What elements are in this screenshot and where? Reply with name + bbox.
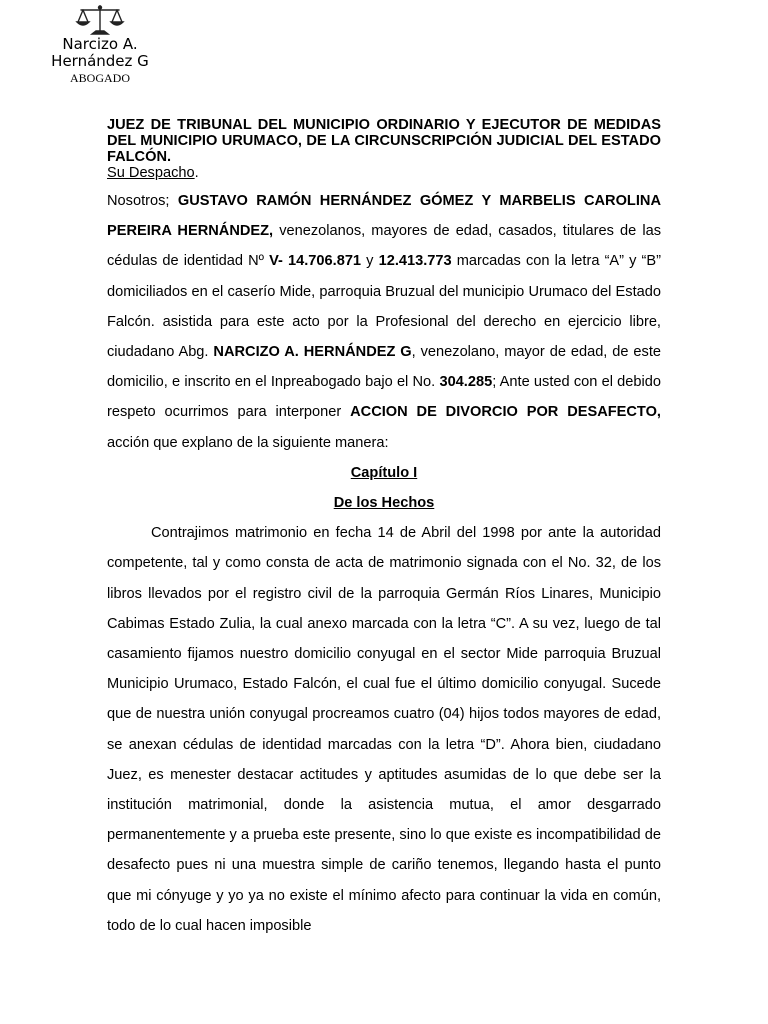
intro-paragraph [107, 186, 661, 458]
chapter-subtitle: De los Hechos [333, 495, 435, 512]
petitioners-names: GUSTAVO RAMÓN HERNÁNDEZ GÓMEZ Y MARBELIS CAROLINA PEREIRA HERNÁNDEZ, [107, 193, 661, 240]
inpreabogado-number: 304.285 [439, 374, 493, 391]
action-type: ACCION DE DIVORCIO POR DESAFECTO, [350, 404, 661, 421]
intro-text-5: , venezolano, mayor de edad, de este domicilio, e inscrito en el Inpreabogado bajo el No. [107, 344, 662, 391]
intro-text-6: ; Ante usted con el debido respeto ocurrimos para interponer [107, 374, 661, 421]
intro-text-3: y [361, 253, 379, 270]
intro-text-7: acción que explano de la siguiente manera: [107, 434, 389, 451]
id-number-1: V- 14.706.871 [269, 253, 362, 270]
id-number-2: 12.413.773 [378, 253, 452, 270]
scales-of-justice-icon [75, 4, 125, 36]
intro-text-4: marcadas con la letra “A” y “B” domiciliados en el caserío Mide, parroquia Bruzual del municipio Urumaco del Estado Falcón. asistida para este acto por la Profesional del derecho en ejercicio libre, ciudadano Abg. [107, 253, 662, 361]
intro-text-2: venezolanos, mayores de edad, casados, titulares de las cédulas de identidad Nº [107, 223, 661, 270]
court-heading: JUEZ DE TRIBUNAL DEL MUNICIPIO ORDINARIO Y EJECUTOR DE MEDIDAS DEL MUNICIPIO URUMACO, DE LA CIRCUNSCRIPCIÓN JUDICIAL DEL ESTADO FALCÓN. [107, 117, 661, 165]
salutation [107, 165, 661, 181]
letterhead [40, 4, 160, 85]
intro-text-1: Nosotros; [107, 193, 178, 209]
salutation-period: . [194, 165, 199, 181]
facts-paragraph: Contrajimos matrimonio en fecha 14 de Abril del 1998 por ante la autoridad competente, tal y como consta de acta de matrimonio signada con el No. 32, de los libros llevados por el registro civil de la parroquia Germán Ríos Linares, Municipio Cabimas Estado Zulia, la cual anexo marcada con la letra “C”. A su vez, luego de tal casamiento fijamos nuestro domicilio conyugal en el sector Mide parroquia Bruzual Municipio Urumaco, Estado Falcón, el cual fue el último domicilio conyugal. Sucede que de nuestra unión conyugal procreamos cuatro (04) hijos todos mayores de edad, se anexan cédulas de identidad marcadas con la letra “D”. Ahora bien, ciudadano Juez, es menester destacar actitudes y aptitudes asumidas de lo que debe ser la institución matrimonial, donde la asistencia mutua, el amor desgarrado permanentemente y a prueba este presente, sino lo que existe es incompatibilidad de desafecto pues ni una muestra simple de cariño tenemos, llegando hasta el punto que mi cónyuge y yo ya no existe el mínimo afecto para continuar la vida en común, todo de lo cual hacen imposible [107, 525, 661, 934]
salutation-text: Su Despacho [107, 165, 195, 181]
lawyer-name-line-2: Hernández G [51, 52, 149, 70]
lawyer-title: ABOGADO [70, 71, 130, 85]
document-body [107, 117, 661, 941]
chapter-title: Capítulo I [350, 464, 418, 481]
lawyer-name-line-1: Narcizo A. [62, 35, 138, 53]
attorney-name: NARCIZO A. HERNÁNDEZ G [213, 344, 412, 361]
